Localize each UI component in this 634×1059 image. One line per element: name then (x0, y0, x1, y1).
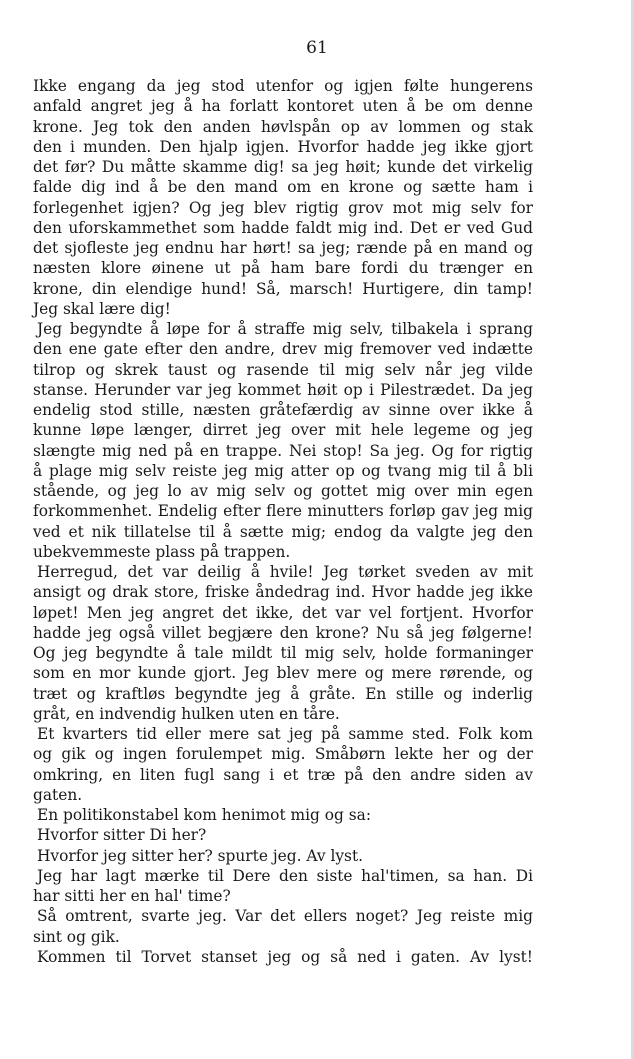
text-line: den uforskammethet som hadde faldt mig ind. Det er ved Gud (33, 218, 533, 237)
text-line: En politikonstabel kom henimot mig og sa: (37, 806, 372, 824)
text-line: krone, din elendige hund! Så, marsch! Hurtigere, din tamp! (33, 279, 533, 298)
page-number: 61 (306, 38, 328, 58)
text-line: næsten klore øinene ut på ham bare fordi du trænger en (33, 259, 533, 278)
text-line: anfald angret jeg å ha forlatt kontoret uten å be om denne (33, 97, 533, 116)
text-line: den ene gate efter den andre, drev mig fremover ved indætte (33, 340, 533, 359)
text-line: forlegenhet igjen? Og jeg blev rigtig grov mot mig selv for (33, 198, 533, 217)
text-line: som en mor kunde gjort. Jeg blev mere og mere rørende, og (33, 664, 533, 683)
text-line: Kommen til Torvet stanset jeg og så ned i gaten. Av lyst! (37, 947, 533, 966)
text-line: Så omtrent, svarte jeg. Var det ellers noget? Jeg reiste mig (37, 907, 533, 926)
text-line: Jeg begyndte å løpe for å straffe mig selv, tilbakela i sprang (37, 320, 533, 338)
text-line: Og jeg begyndte å tale mildt til mig selv, holde formaninger (33, 644, 533, 662)
text-line: Et kvarters tid eller mere sat jeg på samme sted. Folk kom (37, 725, 533, 743)
text-line: Hvorfor sitter Di her? (37, 826, 207, 845)
text-line: løpet! Men jeg angret det ikke, det var vel fortjent. Hvorfor (33, 603, 533, 622)
body-text (33, 76, 533, 967)
text-line: falde dig ind å be den mand om en krone og sætte ham i (33, 178, 533, 197)
text-line: Ikke engang da jeg stod utenfor og igjen følte hungerens (33, 77, 533, 95)
text-line: slængte mig ned på en trappe. Nei stop! Sa jeg. Og for rigtig (33, 441, 533, 460)
text-line: sint og gik. (33, 927, 120, 946)
text-line: kunne løpe længer, dirret jeg over mit hele legeme og jeg (33, 421, 533, 440)
text-line: å plage mig selv reiste jeg mig atter op og tvang mig til å bli (33, 461, 533, 480)
text-line: ubekvemmeste plass på trappen. (33, 542, 291, 561)
text-line: hadde jeg også villet begjære den krone? Nu så jeg følgerne! (33, 623, 533, 642)
text-line: Jeg har lagt mærke til Dere den siste hal'timen, sa han. Di (37, 866, 533, 885)
text-line: krone. Jeg tok den anden høvlspån op av lommen og stak (33, 117, 533, 136)
text-line: stående, og jeg lo av mig selv og gottet mig over min egen (33, 482, 533, 500)
text-line: og gik og ingen forulempet mig. Småbørn lekte her og der (33, 745, 533, 764)
text-line: træt og kraftløs begyndte jeg å gråte. En stille og inderlig (33, 684, 533, 703)
text-line: Hvorfor jeg sitter her? spurte jeg. Av lyst. (37, 846, 364, 865)
text-line: det før? Du måtte skamme dig! sa jeg høit; kunde det virkelig (33, 158, 533, 176)
text-line: ansigt og drak store, friske åndedrag ind. Hvor hadde jeg ikke (33, 583, 533, 602)
text-line: gråt, en indvendig hulken uten en tåre. (33, 704, 340, 723)
text-line: tilrop og skrek taust og rasende til mig selv når jeg vilde (33, 360, 533, 379)
text-line: stanse. Herunder var jeg kommet høit op i Pilestrædet. Da jeg (33, 380, 533, 399)
text-line: det sjofleste jeg endnu har hørt! sa jeg; rænde på en mand og (33, 239, 533, 257)
text-line: den i munden. Den hjalp igjen. Hvorfor hadde jeg ikke gjort (33, 137, 533, 156)
text-line: Jeg skal lære dig! (33, 299, 171, 318)
text-line: endelig stod stille, næsten gråtefærdig av sinne over ikke å (33, 401, 533, 419)
text-line: har sitti her en hal' time? (33, 887, 231, 905)
text-line: omkring, en liten fugl sang i et træ på den andre siden av (33, 765, 533, 784)
text-line: forkommenhet. Endelig efter flere minutters forløp gav jeg mig (33, 502, 533, 521)
text-line: Herregud, det var deilig å hvile! Jeg tørket sveden av mit (37, 563, 533, 581)
text-line: gaten. (33, 785, 83, 804)
text-line: ved et nik tillatelse til å sætte mig; endog da valgte jeg den (33, 522, 533, 541)
